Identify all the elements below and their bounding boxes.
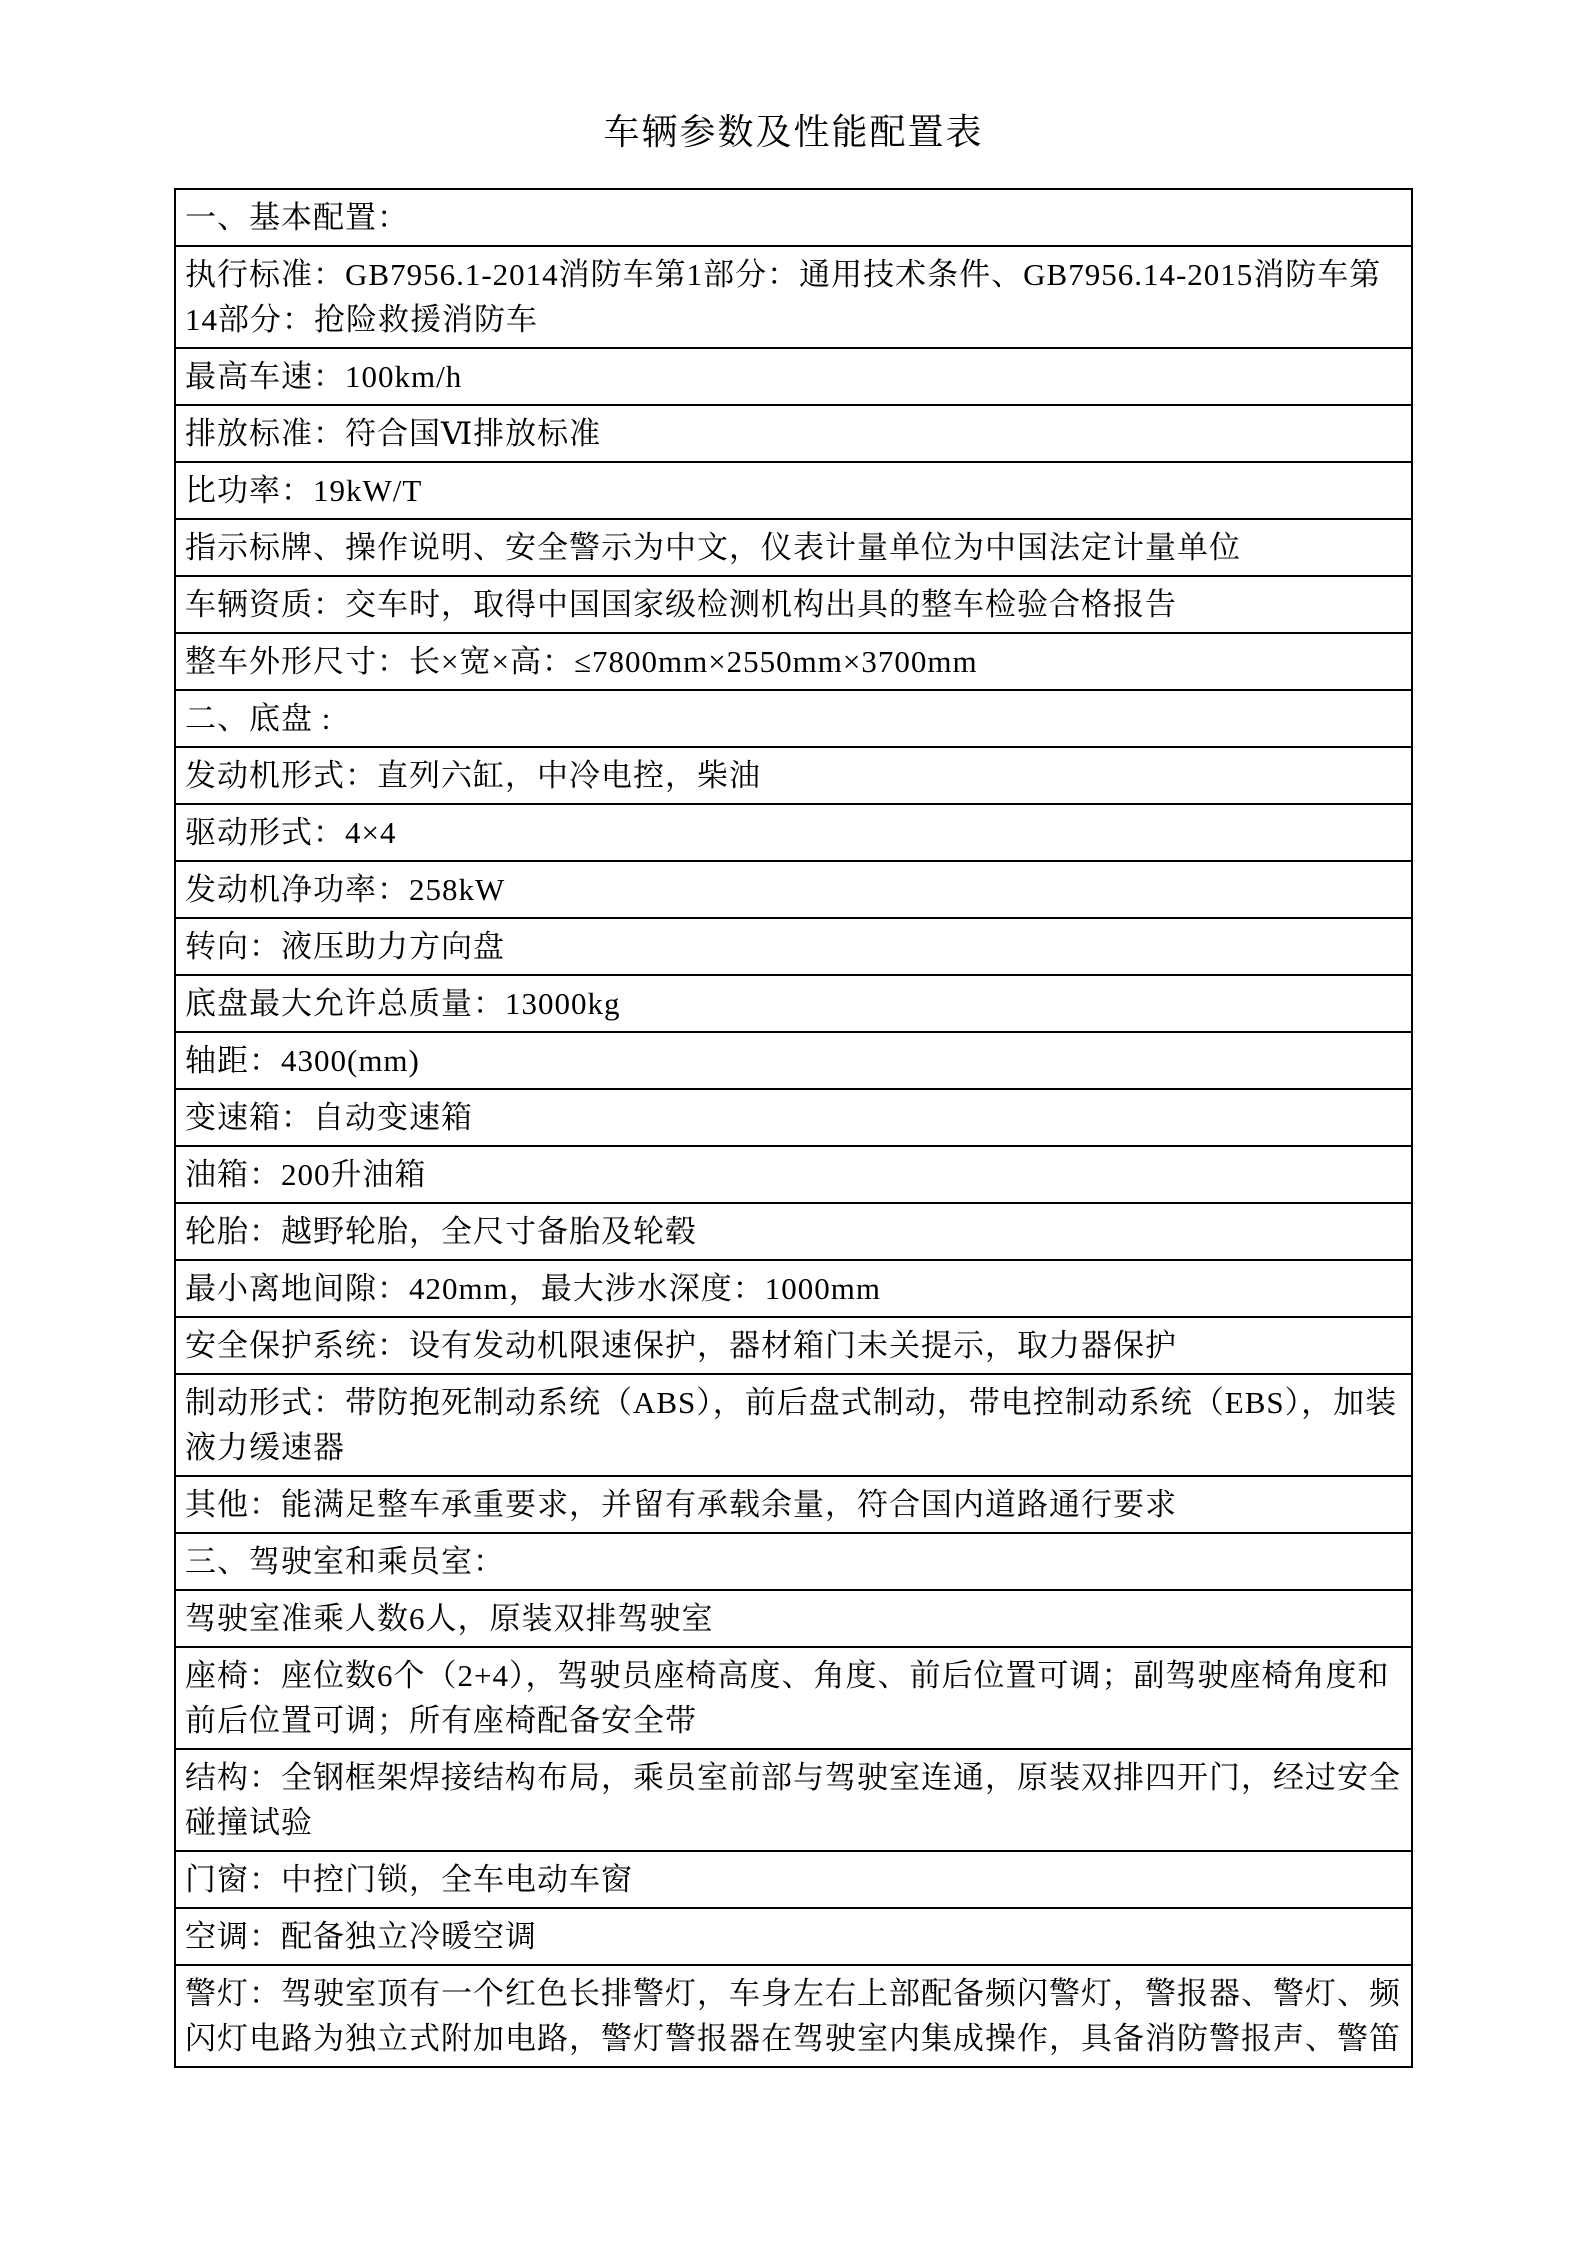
table-row bbox=[175, 1203, 1412, 1260]
table-row bbox=[175, 747, 1412, 804]
table-row bbox=[175, 1908, 1412, 1965]
section-header-cell: 三、驾驶室和乘员室： bbox=[175, 1533, 1412, 1590]
section-header-cell: 一、基本配置： bbox=[175, 189, 1412, 246]
table-row bbox=[175, 1317, 1412, 1374]
table-row bbox=[175, 405, 1412, 462]
spec-table bbox=[174, 188, 1413, 2068]
spec-cell: 整车外形尺寸：长×宽×高：≤7800mm×2550mm×3700mm bbox=[175, 633, 1412, 690]
table-row bbox=[175, 1146, 1412, 1203]
table-row bbox=[175, 690, 1412, 747]
spec-cell: 变速箱：自动变速箱 bbox=[175, 1089, 1412, 1146]
table-row bbox=[175, 462, 1412, 519]
table-row bbox=[175, 1965, 1412, 2067]
spec-cell: 指示标牌、操作说明、安全警示为中文，仪表计量单位为中国法定计量单位 bbox=[175, 519, 1412, 576]
table-row bbox=[175, 804, 1412, 861]
spec-cell: 驱动形式：4×4 bbox=[175, 804, 1412, 861]
table-row bbox=[175, 1647, 1412, 1749]
spec-cell: 轴距：4300(mm) bbox=[175, 1032, 1412, 1089]
section-header-cell: 二、底盘 : bbox=[175, 690, 1412, 747]
table-row bbox=[175, 576, 1412, 633]
table-row bbox=[175, 348, 1412, 405]
page-title: 车辆参数及性能配置表 bbox=[603, 112, 984, 152]
spec-cell: 最小离地间隙：420mm，最大涉水深度：1000mm bbox=[175, 1260, 1412, 1317]
spec-cell: 比功率：19kW/T bbox=[175, 462, 1412, 519]
spec-cell: 执行标准：GB7956.1-2014消防车第1部分：通用技术条件、GB7956.14-2015消防车第14部分：抢险救援消防车 bbox=[175, 246, 1412, 348]
table-row bbox=[175, 1476, 1412, 1533]
spec-cell: 空调：配备独立冷暖空调 bbox=[175, 1908, 1412, 1965]
table-row bbox=[175, 975, 1412, 1032]
spec-cell: 发动机形式：直列六缸，中冷电控，柴油 bbox=[175, 747, 1412, 804]
table-row bbox=[175, 246, 1412, 348]
spec-cell: 门窗：中控门锁，全车电动车窗 bbox=[175, 1851, 1412, 1908]
table-row bbox=[175, 861, 1412, 918]
spec-table-body bbox=[175, 189, 1412, 2067]
spec-cell: 最高车速：100km/h bbox=[175, 348, 1412, 405]
spec-cell: 制动形式：带防抱死制动系统（ABS），前后盘式制动，带电控制动系统（EBS），加装液力缓速器 bbox=[175, 1374, 1412, 1476]
spec-cell: 其他：能满足整车承重要求，并留有承载余量，符合国内道路通行要求 bbox=[175, 1476, 1412, 1533]
spec-cell: 驾驶室准乘人数6人，原装双排驾驶室 bbox=[175, 1590, 1412, 1647]
table-row bbox=[175, 1851, 1412, 1908]
spec-cell: 底盘最大允许总质量：13000kg bbox=[175, 975, 1412, 1032]
table-row bbox=[175, 918, 1412, 975]
table-row bbox=[175, 1749, 1412, 1851]
table-row bbox=[175, 1533, 1412, 1590]
spec-cell: 排放标准：符合国Ⅵ排放标准 bbox=[175, 405, 1412, 462]
spec-cell: 发动机净功率：258kW bbox=[175, 861, 1412, 918]
table-row bbox=[175, 633, 1412, 690]
spec-cell: 结构：全钢框架焊接结构布局，乘员室前部与驾驶室连通，原装双排四开门，经过安全碰撞试验 bbox=[175, 1749, 1412, 1851]
spec-cell: 转向：液压助力方向盘 bbox=[175, 918, 1412, 975]
table-row bbox=[175, 189, 1412, 246]
table-row bbox=[175, 1260, 1412, 1317]
spec-cell: 油箱：200升油箱 bbox=[175, 1146, 1412, 1203]
table-row bbox=[175, 1590, 1412, 1647]
spec-cell: 座椅：座位数6个（2+4），驾驶员座椅高度、角度、前后位置可调；副驾驶座椅角度和前后位置可调；所有座椅配备安全带 bbox=[175, 1647, 1412, 1749]
spec-cell: 安全保护系统：设有发动机限速保护，器材箱门未关提示，取力器保护 bbox=[175, 1317, 1412, 1374]
spec-cell: 车辆资质：交车时，取得中国国家级检测机构出具的整车检验合格报告 bbox=[175, 576, 1412, 633]
table-row bbox=[175, 1089, 1412, 1146]
table-row bbox=[175, 519, 1412, 576]
spec-cell: 警灯：驾驶室顶有一个红色长排警灯，车身左右上部配备频闪警灯，警报器、警灯、频闪灯电路为独立式附加电路，警灯警报器在驾驶室内集成操作，具备消防警报声、警笛 bbox=[175, 1965, 1412, 2067]
table-row bbox=[175, 1374, 1412, 1476]
table-row bbox=[175, 1032, 1412, 1089]
spec-cell: 轮胎：越野轮胎，全尺寸备胎及轮毂 bbox=[175, 1203, 1412, 1260]
